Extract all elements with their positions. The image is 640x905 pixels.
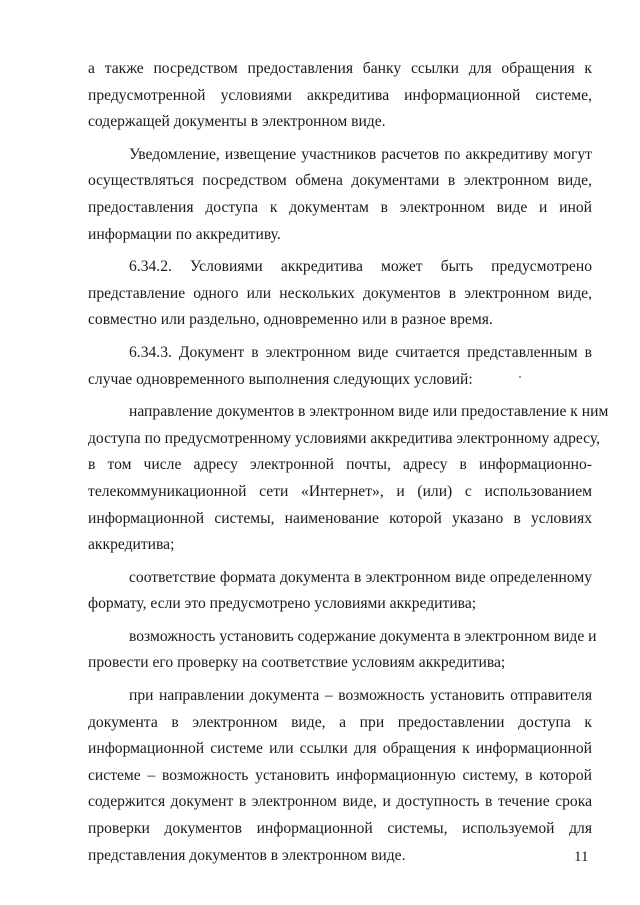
- text-line: 6.34.2. Условиями аккредитива может быть предусмотрено: [129, 258, 592, 276]
- text-line: информации по аккредитиву.: [88, 225, 281, 243]
- page-number: 11: [574, 849, 589, 865]
- paragraph: [88, 142, 592, 248]
- text-line: в том числе адресу электронной почты, адресу в информационно-: [88, 456, 592, 474]
- text-line: содержащей документы в электронном виде.: [88, 113, 386, 131]
- text-line: информационной системе или ссылки для обращения к информационной: [88, 740, 592, 758]
- text-line: провести его проверку на соответствие условиям аккредитива;: [88, 654, 506, 672]
- paragraph: [88, 254, 592, 334]
- text-line: совместно или раздельно, одновременно или в разное время.: [88, 311, 493, 329]
- text-line: возможность установить содержание документа в электронном виде и: [129, 627, 597, 645]
- paragraph: [88, 340, 592, 393]
- text-line: направление документов в электронном виде или предоставление к ним: [129, 403, 609, 421]
- text-line: представления документов в электронном виде.: [88, 846, 406, 864]
- text-line: проверки документов информационной системы, используемой для: [88, 820, 592, 838]
- text-line: информационной системы, наименование которой указано в условиях: [88, 509, 592, 527]
- text-line: а также посредством предоставления банку ссылки для обращения к: [88, 60, 592, 77]
- text-line: при направлении документа – возможность установить отправителя: [129, 687, 592, 705]
- text-line: соответствие формата документа в электронном виде определенному: [129, 568, 592, 586]
- text-line: системе – возможность установить информационную систему, в которой: [88, 766, 592, 784]
- text-line: формату, если это предусмотрено условиями аккредитива;: [88, 595, 477, 613]
- text-line: случае одновременного выполнения следующих условий:: [88, 370, 473, 388]
- text-line: телекоммуникационной сети «Интернет», и (или) с использованием: [88, 482, 592, 500]
- text-line: представление одного или нескольких документов в электронном виде,: [88, 284, 592, 302]
- paragraph: [88, 56, 592, 136]
- text-line: предусмотренной условиями аккредитива информационной системе,: [88, 86, 592, 104]
- paragraph: [88, 399, 609, 559]
- text-line: Уведомление, извещение участников расчетов по аккредитиву могут: [129, 145, 592, 163]
- text-line: документа в электронном виде, а при предоставлении доступа к: [88, 713, 592, 731]
- paragraph: [88, 624, 597, 677]
- text-line: содержится документ в электронном виде, и доступность в течение срока: [88, 793, 592, 811]
- paragraph: [88, 565, 592, 618]
- scan-speck: [519, 376, 521, 378]
- text-line: доступа по предусмотренному условиями аккредитива электронному адресу,: [88, 429, 601, 447]
- text-line: предоставления доступа к документам в электронном виде и иной: [88, 198, 592, 216]
- paragraph: [88, 683, 592, 869]
- text-line: аккредитива;: [88, 536, 175, 554]
- text-line: осуществляться посредством обмена документами в электронном виде,: [88, 172, 592, 190]
- text-line: 6.34.3. Документ в электронном виде считается представленным в: [129, 343, 592, 361]
- document-page: [88, 56, 609, 875]
